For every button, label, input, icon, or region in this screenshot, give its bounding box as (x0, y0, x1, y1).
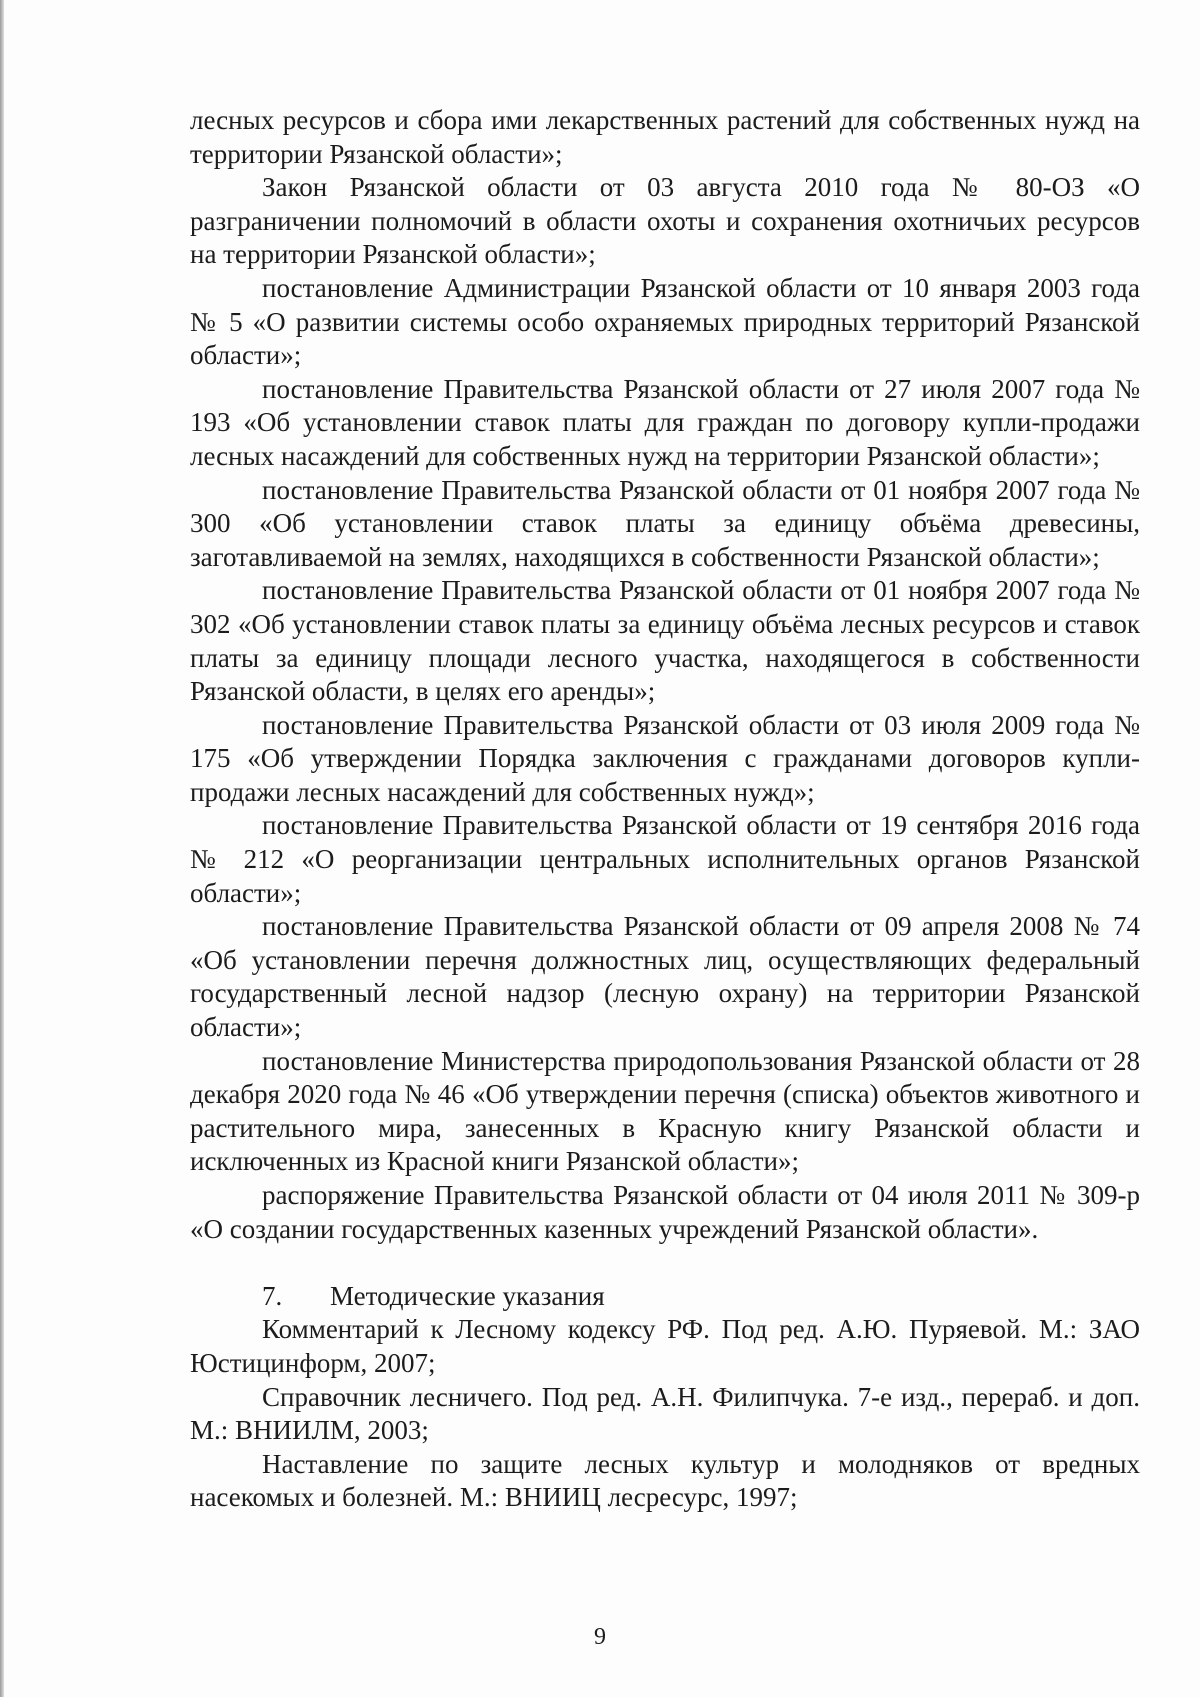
paragraph: постановление Правительства Рязанской области от 19 сентября 2016 года № 212 «О реорганизации центральных исполнительных органов Рязанской области»; (190, 810, 1140, 908)
paragraph: постановление Правительства Рязанской области от 01 ноября 2007 года № 302 «Об установлении ставок платы за единицу объёма лесных ресурсов и ставок платы за единицу площади лесного участка, находящегося в собственности Рязанской области, в целях его аренды»; (190, 575, 1140, 707)
paragraph: постановление Правительства Рязанской области от 27 июля 2007 года № 193 «Об установлении ставок платы для граждан по договору купли-продажи лесных насаждений для собственных нужд на территории Рязанской области»; (190, 373, 1140, 471)
reference-item: Наставление по защите лесных культур и молодняков от вредных насекомых и болезней. М.: ВНИИЦ лесресурс, 1997; (190, 1448, 1140, 1513)
paragraph: постановление Правительства Рязанской области от 01 ноября 2007 года № 300 «Об установлении ставок платы за единицу объёма древесины, заготавливаемой на землях, находящихся в собственности Рязанской области»; (190, 474, 1140, 572)
page-number: 9 (594, 1624, 606, 1650)
paragraph: постановление Правительства Рязанской области от 09 апреля 2008 № 74 «Об установлении перечня должностных лиц, осуществляющих федеральный государственный лесной надзор (лесную охрану) на территории Рязанской области»; (190, 911, 1140, 1043)
document-body (190, 104, 1140, 1515)
paragraph: Закон Рязанской области от 03 августа 2010 года № 80-ОЗ «О разграничении полномочий в области охоты и сохранения охотничьих ресурсов на территории Рязанской области»; (190, 172, 1140, 270)
paragraph: лесных ресурсов и сбора ими лекарственных растений для собственных нужд на территории Рязанской области»; (190, 105, 1140, 169)
section-title: Методические указания (330, 1280, 605, 1311)
reference-item: Комментарий к Лесному кодексу РФ. Под ред. А.Ю. Пуряевой. М.: ЗАО Юстицинформ, 2007; (190, 1314, 1140, 1378)
paragraph: постановление Правительства Рязанской области от 03 июля 2009 года № 175 «Об утверждении Порядка заключения с гражданами договоров купли-продажи лесных насаждений для собственных нужд»; (190, 709, 1140, 807)
paragraph: распоряжение Правительства Рязанской области от 04 июля 2011 № 309-р «О создании государственных казенных учреждений Рязанской области». (190, 1180, 1140, 1244)
scan-edge (0, 0, 4, 1697)
reference-item: Справочник лесничего. Под ред. А.Н. Филипчука. 7-е изд., перераб. и доп. М.: ВНИИЛМ, 2003; (190, 1381, 1140, 1446)
paragraph: постановление Министерства природопользования Рязанской области от 28 декабря 2020 года № 46 «Об утверждении перечня (списка) объектов животного и растительного мира, занесенных в Красную книгу Рязанской области и исключенных из Красной книги Рязанской области»; (190, 1045, 1140, 1177)
section-number: 7. (262, 1280, 283, 1311)
section-heading (190, 1280, 1140, 1314)
paragraph: постановление Администрации Рязанской области от 10 января 2003 года № 5 «О развитии системы особо охраняемых природных территорий Рязанской области»; (190, 272, 1140, 371)
